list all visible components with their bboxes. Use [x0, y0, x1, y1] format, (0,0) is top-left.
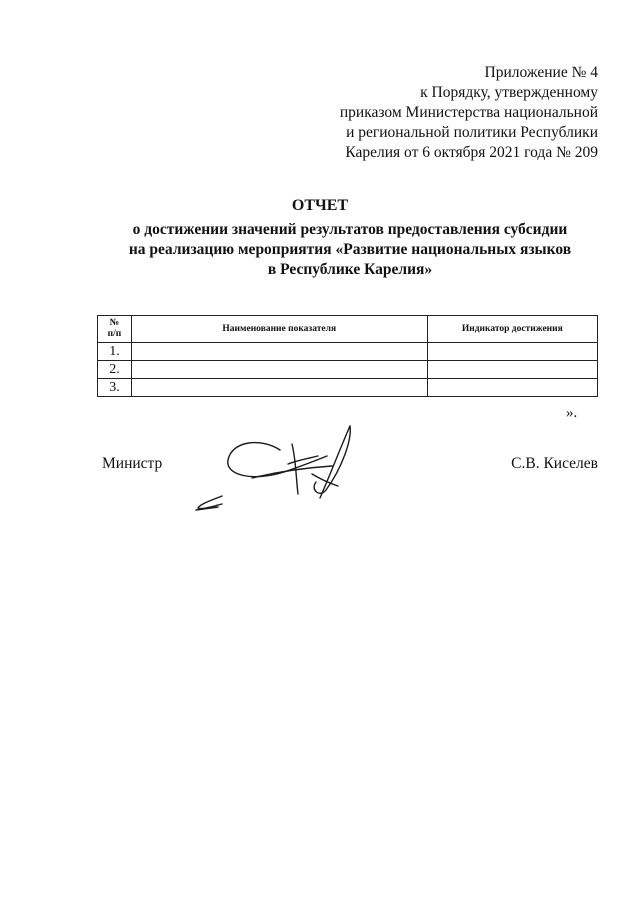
appendix-line: Карелия от 6 октября 2021 года № 209	[345, 144, 598, 161]
table-header-row	[98, 316, 598, 343]
appendix-line: приказом Министерства национальной	[339, 104, 598, 121]
report-table	[97, 315, 598, 397]
header-indicator-name: Наименование показателя	[131, 316, 427, 343]
header-achievement-indicator: Индикатор достижения	[427, 316, 597, 343]
row-indicator-name	[131, 343, 427, 361]
signatory-name: С.В. Киселев	[511, 455, 598, 472]
table-row	[98, 343, 598, 361]
row-indicator-name	[131, 361, 427, 379]
signatory-position: Министр	[102, 455, 163, 472]
row-number: 3.	[98, 379, 132, 397]
appendix-line: Приложение № 4	[484, 64, 598, 81]
subtitle-line: на реализацию мероприятия «Развитие национальных языков	[128, 241, 572, 258]
subtitle-line: в Республике Карелия»	[267, 261, 433, 278]
appendix-header	[340, 63, 598, 163]
table-row	[98, 379, 598, 397]
row-indicator-name	[131, 379, 427, 397]
handwritten-signature	[192, 420, 372, 520]
row-achievement-indicator	[427, 343, 597, 361]
table-row	[98, 361, 598, 379]
row-number: 1.	[98, 343, 132, 361]
row-achievement-indicator	[427, 379, 597, 397]
row-achievement-indicator	[427, 361, 597, 379]
appendix-line: и региональной политики Республики	[346, 124, 598, 141]
subtitle-line: о достижении значений результатов предоставления субсидии	[132, 221, 568, 238]
closing-quote: ».	[566, 405, 578, 421]
document-subtitle	[0, 220, 640, 280]
header-number: № п/п	[98, 316, 132, 343]
document-title: ОТЧЕТ	[291, 197, 349, 214]
appendix-line: к Порядку, утвержденному	[420, 84, 598, 101]
row-number: 2.	[98, 361, 132, 379]
